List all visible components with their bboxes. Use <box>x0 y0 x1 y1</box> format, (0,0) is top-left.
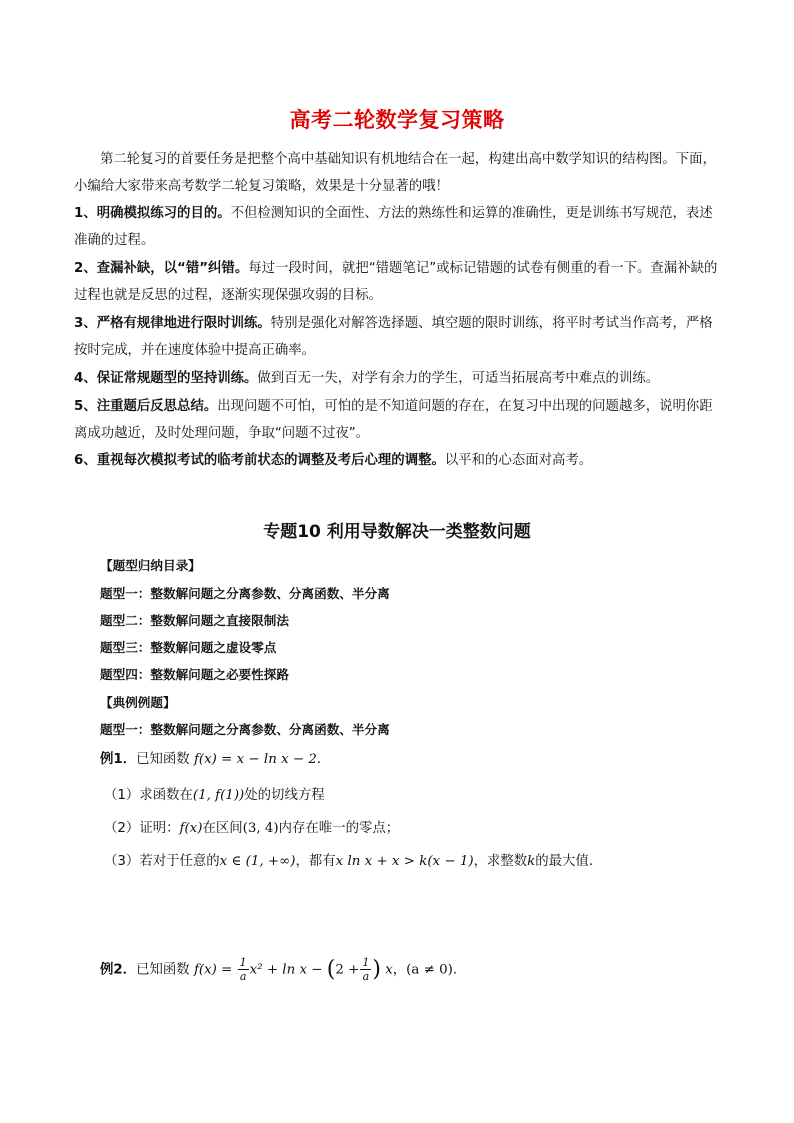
toc-item: 题型四：整数解问题之必要性探路 <box>100 667 289 682</box>
question-2 <box>104 817 399 836</box>
example-end: . <box>452 962 458 978</box>
type-one-heading: 题型一：整数解问题之分离参数、分离函数、半分离 <box>100 722 390 737</box>
tip-head: 3、严格有规律地进行限时训练。 <box>74 316 271 331</box>
example-intro: 已知函数 <box>136 752 190 767</box>
function-formula: f(x) = x − ln x − 2 <box>193 752 317 767</box>
toc-header: 【题型归纳目录】 <box>100 558 201 573</box>
function-lhs: f(x) = <box>193 962 233 978</box>
integer-k: k <box>527 854 536 869</box>
question-number: （2） <box>104 821 140 836</box>
paren-term: 2 + <box>335 962 360 978</box>
tip-body: 以平和的心态面对高考。 <box>444 453 593 468</box>
question-text: 在区间 <box>202 821 243 836</box>
tip-6 <box>74 447 724 474</box>
example-label: 例1． <box>100 752 137 767</box>
tip-head: 2、查漏补缺，以“错”纠错。 <box>74 261 249 276</box>
fraction <box>238 956 249 983</box>
question-text: ，求整数 <box>473 854 528 869</box>
question-text: 内存在唯一的零点； <box>278 821 400 836</box>
section-title: 专题10 利用导数解决一类整数问题 <box>263 522 531 542</box>
example-1 <box>100 748 330 767</box>
example-2 <box>100 956 457 983</box>
tip-body: 做到百无一失，对学有余力的学生，可适当拓展高考中难点的训练。 <box>257 371 660 386</box>
tip-body: 每过一段时间，就把“错题笔记”或标记错题的试卷有侧重的看一下。查漏补缺的过程也就是反思的过程，逐渐实现保强攻弱的目标。 <box>74 261 718 303</box>
fraction-denominator: a <box>239 970 247 983</box>
question-3 <box>104 850 602 869</box>
fraction-numerator: 1 <box>362 956 370 969</box>
toc-item: 题型一：整数解问题之分离参数、分离函数、半分离 <box>100 586 390 601</box>
tip-body: 特别是强化对解答选择题、填空题的限时训练，将平时考试当作高考，严格按时完成，并在速度体验中提高正确率。 <box>74 316 713 358</box>
function-symbol: f(x) <box>179 821 203 836</box>
question-number: （3） <box>104 854 140 869</box>
tip-head: 6、重视每次模拟考试的临考前状态的调整及考后心理的调整。 <box>74 453 445 468</box>
interval: (3, 4) <box>242 821 279 836</box>
domain-condition: x ∈ (1, +∞) <box>219 854 296 869</box>
question-text: 的最大值． <box>535 854 603 869</box>
intro-paragraph: 第二轮复习的首要任务是把整个高中基础知识有机地结合在一起，构建出高中数学知识的结构图。下面，小编给大家带来高考数学二轮复习策略，效果是十分显著的哦！ <box>74 152 716 194</box>
left-paren: ( <box>326 957 336 982</box>
toc-item: 题型二：整数解问题之直接限制法 <box>100 613 289 628</box>
question-text: 处的切线方程 <box>244 788 325 803</box>
question-1 <box>104 784 325 803</box>
tip-head: 1、明确模拟练习的目的。 <box>74 206 231 221</box>
page-title: 高考二轮数学复习策略 <box>289 108 505 132</box>
question-text: 求函数在 <box>139 788 193 803</box>
tip-4 <box>74 365 724 392</box>
tip-5 <box>74 393 724 447</box>
tip-head: 4、保证常规题型的坚持训练。 <box>74 371 258 386</box>
fraction-numerator: 1 <box>239 956 247 969</box>
condition: ，(a ≠ 0) <box>392 962 453 978</box>
tangent-point: (1, f(1)) <box>192 788 245 803</box>
example-end: ． <box>316 752 331 767</box>
tip-body: 不但检测知识的全面性、方法的熟练性和运算的准确性，更是训练书写规范，表述准确的过程。 <box>74 206 713 248</box>
example-intro: 已知函数 <box>136 962 190 978</box>
examples-header: 【典例例题】 <box>100 695 176 710</box>
function-tail: x <box>385 962 393 978</box>
fraction-denominator: a <box>362 970 370 983</box>
inequality: x ln x + x > k(x − 1) <box>335 854 474 869</box>
question-number: （1） <box>104 788 140 803</box>
tip-head: 5、注重题后反思总结。 <box>74 399 218 414</box>
question-text: 若对于任意的 <box>139 854 220 869</box>
right-paren: ) <box>372 957 381 982</box>
fraction <box>360 956 371 983</box>
question-text: 证明： <box>139 821 180 836</box>
function-middle: x² + ln x − <box>249 962 323 978</box>
toc-item: 题型三：整数解问题之虚设零点 <box>100 640 277 655</box>
tip-1 <box>74 200 724 254</box>
example-label: 例2． <box>100 962 137 978</box>
question-text: ，都有 <box>295 854 336 869</box>
tip-body: 出现问题不可怕，可怕的是不知道问题的存在，在复习中出现的问题越多，说明你距离成功越近，及时处理问题，争取“问题不过夜”。 <box>74 399 713 441</box>
tip-2 <box>74 255 724 309</box>
tip-3 <box>74 310 724 364</box>
